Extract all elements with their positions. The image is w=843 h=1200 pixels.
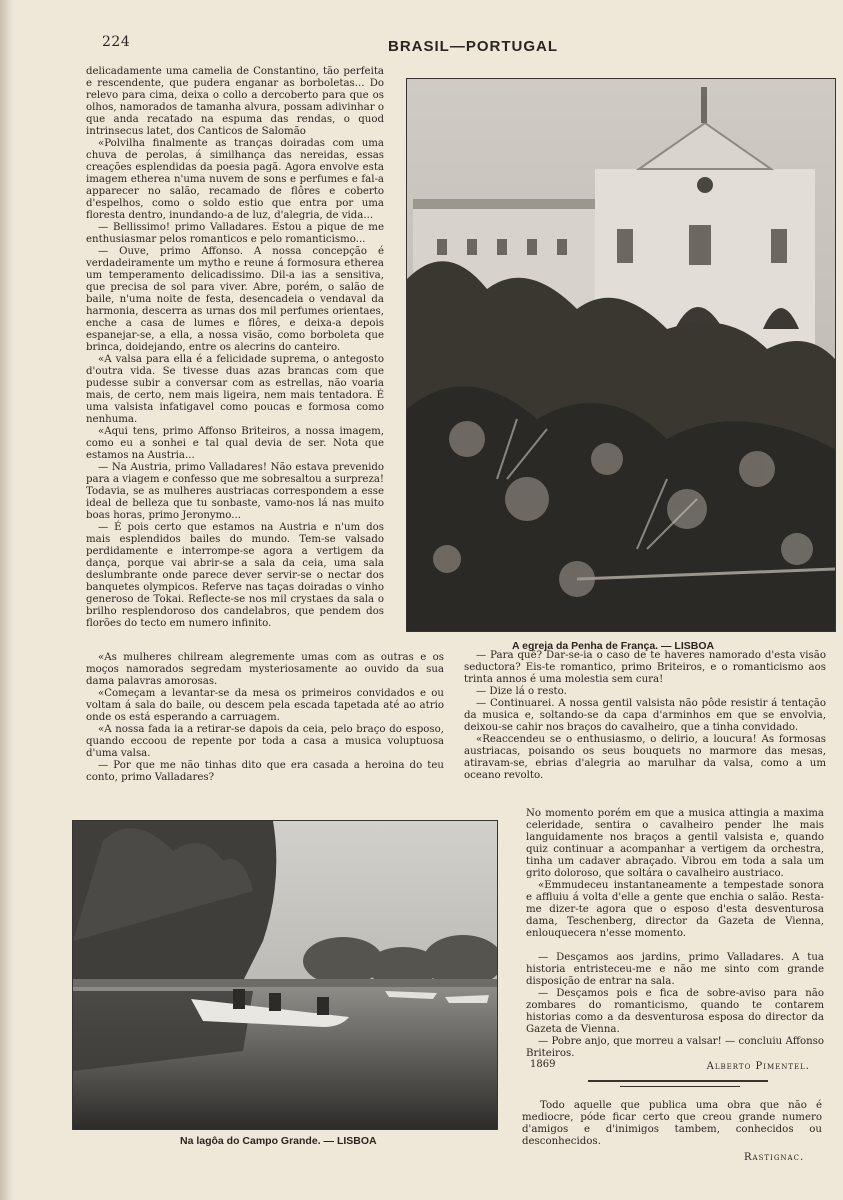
- epigraph: [522, 1100, 822, 1148]
- paragraph: «As mulheres chilream alegremente umas com as outras e os moços namorados segredam mysteriosamente ao ouvido da sua dama palavras amorosas.: [86, 652, 444, 687]
- paragraph: No momento porém em que a musica attingia a maxima celeridade, sentira o cavalheiro pender lhe mais languidamente nos braços a gentil valsista e, quando quiz continuar a acompanhar a vertigem da orchestra, tinha um cadaver abraçado. Vibrou em toda a sala um grito doloroso, que soltára o cavalheiro austriaco.: [526, 808, 824, 879]
- divider: [588, 1080, 768, 1082]
- church-photo: [406, 78, 836, 632]
- lake-photo-caption: Na lagôa do Campo Grande. — LISBOA: [180, 1135, 377, 1147]
- page-edge: [0, 0, 14, 1200]
- paragraph: «Emmudeceu instantaneamente a tempestade sonora e affluiu á volta d'elle a gente que enchia o salão. Resta-me dizer-te agora que o esposo d'esta desventurosa dama, Teschenberg, director da Gazeta de Vienna, enlouquecera n'esse momento.: [526, 880, 824, 939]
- paragraph: «A nossa fada ia a retirar-se dapois da ceia, pelo braço do esposo, quando eccoou de repente por toda a casa a musica voluptuosa d'uma valsa.: [86, 724, 444, 759]
- paragraph: — Desçamos aos jardins, primo Valladares. A tua historia entristeceu-me e não me sinto com grande disposição de entrar na sala.: [526, 952, 824, 987]
- paragraph: — Pobre anjo, que morreu a valsar! — concluiu Affonso Briteiros.: [526, 1036, 824, 1059]
- running-title: BRASIL—PORTUGAL: [388, 38, 558, 55]
- church-photo-caption: A egreja da Penha de França. — LISBOA: [512, 640, 715, 652]
- right-column-narrow: [526, 808, 824, 940]
- paragraph: «Começam a levantar-se da mesa os primeiros convidados e ou voltam á sala do baile, ou descem pela escada tapetada até ao atrio onde os está esperando a carruagem.: [86, 688, 444, 723]
- right-column-end: [526, 952, 824, 1060]
- paragraph: — Ouve, primo Affonso. A nossa concepção é verdadeiramente um mytho e reune á formosura etherea um temperamento delicadissimo. Dil-a ias a sensitiva, que precisa de sol para viver. Abre, porém, o salão de baile, n'uma noite de festa, desencadeia o vendaval da harmonia, descerra as urnas dos mil perfumes orientaes, enche a casa de lumes e flôres, e deixa-a depois espanejar-se, a ella, a nossa visão, como borboleta que brinca, doidejando, entre os alecrins do canteiro.: [86, 246, 384, 353]
- divider: [620, 1086, 740, 1087]
- paragraph: — Para quê? Dar-se-ia o caso de te haveres namorado d'esta visão seductora? Eis-te romantico, primo Briteiros, e o romanticismo aos trinta annos é uma molestia sem cura!: [464, 650, 826, 685]
- signature-author: Alberto Pimentel.: [706, 1061, 810, 1072]
- paragraph: — Por que me não tinhas dito que era casada a heroina do teu conto, primo Valladares?: [86, 760, 444, 783]
- paragraph: «Aqui tens, primo Affonso Briteiros, a nossa imagem, como eu a sonhei e tal qual devia de ser. Nota que estamos na Austria...: [86, 426, 384, 461]
- paragraph: — Dize lá o resto.: [476, 686, 567, 697]
- epigraph-author: Rastignac.: [744, 1152, 805, 1163]
- left-column: [86, 66, 384, 630]
- paragraph: delicadamente uma camelia de Constantino, tão perfeita e rescendente, que pudera enganar as borboletas... Do relevo para cima, deixa o collo a dercoberto para que os olhos, namorados de tamanha alvura, possam adivinhar o que anda recatado na espuma das rendas, o quod intrinsecus latet, dos Canticos de Salomão: [86, 66, 384, 137]
- paragraph: «Polvilha finalmente as tranças doiradas com uma chuva de perolas, á similhança das nereidas, essas creações esplendidas da poesia pagã. Agora envolve esta imagem etherea n'uma nuvem de sons e perfumes e fal-a apparecer no salão, recamado de flôres e coberto d'espelhos, como o soldo estio que entra por uma floresta dentro, inundando-a de luz, d'alegria, de vida...: [86, 138, 384, 221]
- page-number: 224: [102, 34, 131, 50]
- paragraph: — Na Austria, primo Valladares! Não estava prevenido para a viagem e confesso que me sobresaltou a surpreza! Todavia, se as mulheres austriacas correspondem a esse ideal de belleza que tu sonbaste, vamo-nos lá nas muito boas horas, primo Jeronymo...: [86, 462, 384, 521]
- wide-text-block: [86, 652, 444, 784]
- paragraph: «A valsa para ella é a felicidade suprema, o antegosto d'outra vida. Se tivesse duas azas brancas com que pudesse subir a conversar com as estrellas, não voaria mais, de certo, nem mais ligeira, nem mais tentadora. É uma valsista infatigavel como poucas e formosa como nenhuma.: [86, 354, 384, 425]
- paragraph: — É pois certo que estamos na Austria e n'um dos mais esplendidos bailes do mundo. Tem-se valsado perdidamente e interrompe-se agora a vertigem da dança, porque vai abrir-se a sala da ceia, uma sala deslumbrante onde parece dever servir-se o nectar dos banquetes olympicos. Referve nas taças doiradas o vinho generoso de Tokai. Reflecte-se nos mil crystaes da sala o brilho resplendoroso dos candelabros, que pendem dos florões do tecto em numero infinito.: [86, 522, 384, 629]
- paragraph: «Reaccendeu se o enthusiasmo, o delirio, a loucura! As formosas austriacas, poisando os seus bouquets no marmore das mesas, atiravam-se, ebrias d'alegria ao marulhar da valsa, como a um oceano revolto.: [464, 734, 826, 781]
- paragraph: — Continuarei. A nossa gentil valsista não pôde resistir á tentação da musica e, soltando-se da capa d'arminhos em que se envolvia, deixou-se cahir nos braços do cavalheiro, que a tinha convidado.: [464, 698, 826, 733]
- paragraph: — Desçamos pois e fica de sobre-aviso para não zombares do romanticismo, quando te contarem historias como a da desventurosa esposa do director da Gazeta de Vienna.: [526, 988, 824, 1035]
- paragraph: — Bellissimo! primo Valladares. Estou a pique de me enthusiasmar pelos romanticos e pelo romanticismo...: [86, 222, 384, 245]
- epigraph-text: Todo aquelle que publica uma obra que não é mediocre, póde ficar certo que creou grande numero d'amigos e d'inimigos tambem, conhecidos ou desconhecidos.: [522, 1100, 822, 1147]
- right-column: [464, 650, 826, 782]
- lake-photo: [72, 820, 498, 1130]
- signature-year: 1869: [530, 1059, 556, 1070]
